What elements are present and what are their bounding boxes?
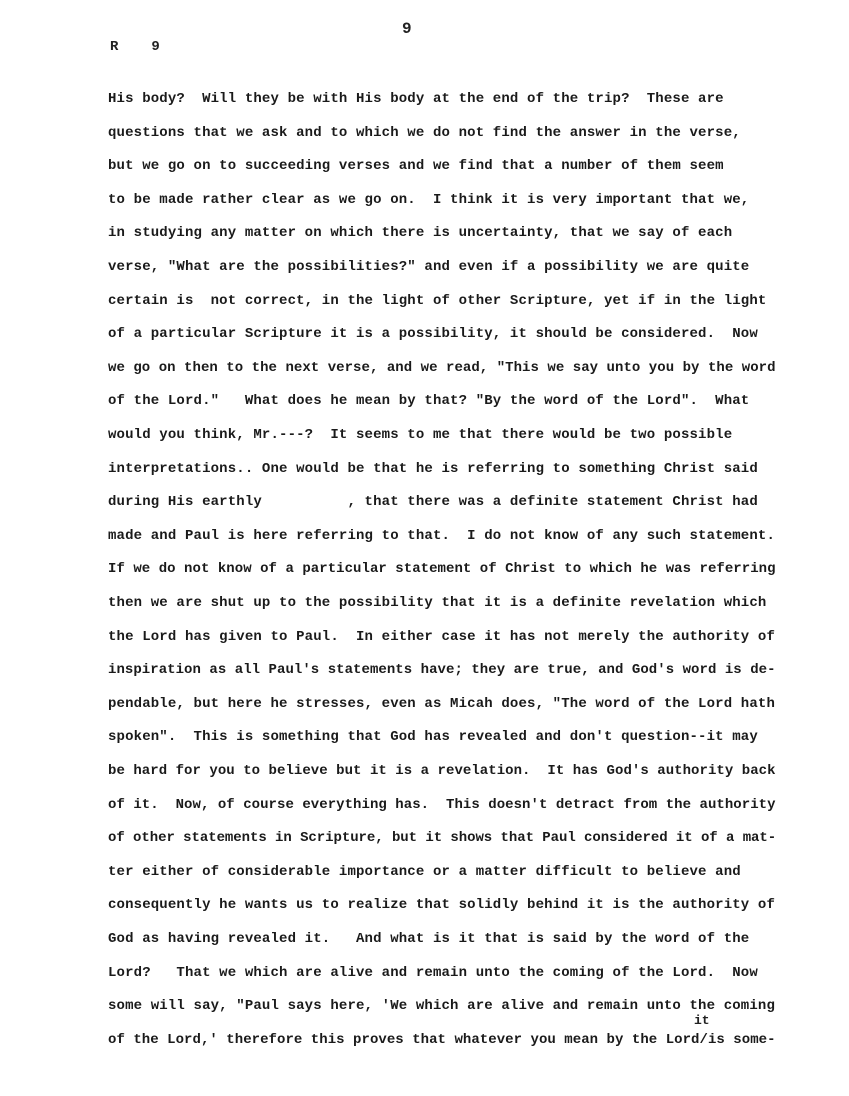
text-line: If we do not know of a particular statement of Christ to which he was referring xyxy=(108,561,776,577)
text-line: would you think, Mr.---? It seems to me that there would be two possible xyxy=(108,427,733,443)
text-line: of it. Now, of course everything has. This doesn't detract from the authority xyxy=(108,797,776,813)
text-line: inspiration as all Paul's statements have; they are true, and God's word is de- xyxy=(108,662,776,678)
text-line: Lord? That we which are alive and remain unto the coming of the Lord. Now xyxy=(108,965,758,981)
text-line: in studying any matter on which there is uncertainty, that we say of each xyxy=(108,225,733,241)
text-line: certain is not correct, in the light of other Scripture, yet if in the light xyxy=(108,293,767,309)
section-label xyxy=(110,39,161,55)
text-line: during His earthly , that there was a definite statement Christ had xyxy=(108,494,758,510)
text-line: but we go on to succeeding verses and we find that a number of them seem xyxy=(108,158,724,174)
text-line: questions that we ask and to which we do not find the answer in the verse, xyxy=(108,125,741,141)
text-line: to be made rather clear as we go on. I think it is very important that we, xyxy=(108,192,750,208)
section-letter: R xyxy=(110,39,120,55)
text-line: of a particular Scripture it is a possibility, it should be considered. Now xyxy=(108,326,758,342)
section-number: 9 xyxy=(151,39,161,55)
page-number: 9 xyxy=(402,20,412,38)
text-line: His body? Will they be with His body at the end of the trip? These are xyxy=(108,91,724,107)
text-line: some will say, "Paul says here, 'We which are alive and remain unto the coming xyxy=(108,998,776,1014)
text-line: then we are shut up to the possibility that it is a definite revelation which xyxy=(108,595,767,611)
text-line: of the Lord." What does he mean by that? "By the word of the Lord". What xyxy=(108,393,750,409)
text-line: spoken". This is something that God has revealed and don't question--it may xyxy=(108,729,758,745)
text-line: made and Paul is here referring to that. I do not know of any such statement. xyxy=(108,528,776,544)
text-line: consequently he wants us to realize that solidly behind it is the authority of xyxy=(108,897,776,913)
text-line: of the Lord,' therefore this proves that whatever you mean by the Lord/is some- xyxy=(108,1032,776,1048)
text-line: verse, "What are the possibilities?" and even if a possibility we are quite xyxy=(108,259,750,275)
text-line: God as having revealed it. And what is it that is said by the word of the xyxy=(108,931,750,947)
text-line: pendable, but here he stresses, even as Micah does, "The word of the Lord hath xyxy=(108,696,776,712)
text-line: interpretations.. One would be that he is referring to something Christ said xyxy=(108,461,758,477)
text-line: of other statements in Scripture, but it shows that Paul considered it of a mat- xyxy=(108,830,777,846)
text-line: be hard for you to believe but it is a revelation. It has God's authority back xyxy=(108,763,776,779)
text-line: we go on then to the next verse, and we read, "This we say unto you by the word xyxy=(108,360,776,376)
handwritten-insertion: it xyxy=(694,1013,710,1028)
text-line: ter either of considerable importance or a matter difficult to believe and xyxy=(108,864,741,880)
text-line: the Lord has given to Paul. In either case it has not merely the authority of xyxy=(108,629,776,645)
